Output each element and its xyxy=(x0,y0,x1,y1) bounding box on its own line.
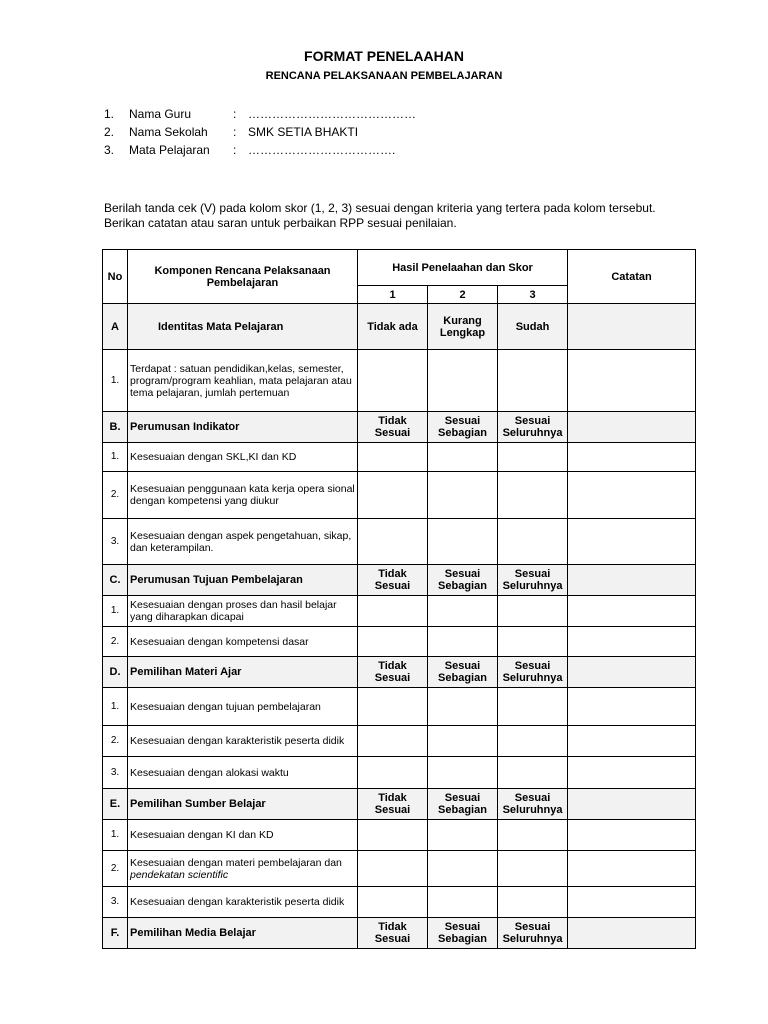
item-text xyxy=(128,627,358,657)
score-1-cell[interactable] xyxy=(358,472,428,519)
table-row xyxy=(103,350,696,412)
item-number: 1. xyxy=(103,350,128,412)
section-score-3-label: Sesuai Seluruhnya xyxy=(498,412,568,443)
score-2-cell[interactable] xyxy=(428,820,498,851)
section-catatan-cell xyxy=(568,412,696,443)
item-text-content: Kesesuaian dengan tujuan pembelajaran xyxy=(130,700,321,713)
section-id: F. xyxy=(103,918,128,949)
table-row xyxy=(103,627,696,657)
score-1-cell[interactable] xyxy=(358,726,428,757)
info-row-mapel xyxy=(104,141,416,159)
section-score-1-label: Tidak ada xyxy=(358,304,428,350)
header-score-1: 1 xyxy=(358,286,428,304)
info-value: …………………………………… xyxy=(248,107,416,121)
document-subtitle: RENCANA PELAKSANAAN PEMBELAJARAN xyxy=(265,70,503,82)
catatan-cell[interactable] xyxy=(568,472,696,519)
info-row-sekolah xyxy=(104,123,416,141)
section-score-1-label: Tidak Sesuai xyxy=(358,789,428,820)
item-text xyxy=(128,596,358,627)
score-3-cell[interactable] xyxy=(498,443,568,472)
section-score-1-label: Tidak Sesuai xyxy=(358,657,428,688)
item-text xyxy=(128,443,358,472)
item-text xyxy=(128,350,358,412)
score-2-cell[interactable] xyxy=(428,350,498,412)
header-komponen: Komponen Rencana Pelaksanaan Pembelajaran xyxy=(128,250,358,304)
info-value: SMK SETIA BHAKTI xyxy=(248,125,359,139)
section-id: E. xyxy=(103,789,128,820)
section-score-3-label: Sesuai Seluruhnya xyxy=(498,657,568,688)
identity-list xyxy=(104,105,416,159)
section-score-3-label: Sesuai Seluruhnya xyxy=(498,789,568,820)
catatan-cell[interactable] xyxy=(568,350,696,412)
score-1-cell[interactable] xyxy=(358,688,428,726)
catatan-cell[interactable] xyxy=(568,688,696,726)
section-row xyxy=(103,789,696,820)
item-text-content: Kesesuaian dengan KI dan KD xyxy=(130,829,274,841)
section-score-3-label: Sudah xyxy=(498,304,568,350)
score-3-cell[interactable] xyxy=(498,350,568,412)
score-1-cell[interactable] xyxy=(358,596,428,627)
section-id: A xyxy=(103,304,128,350)
table-row xyxy=(103,851,696,887)
catatan-cell[interactable] xyxy=(568,820,696,851)
catatan-cell[interactable] xyxy=(568,887,696,918)
score-2-cell[interactable] xyxy=(428,596,498,627)
item-text-content: Kesesuaian dengan karakteristik peserta didik xyxy=(130,896,345,908)
section-score-2-label: Sesuai Sebagian xyxy=(428,412,498,443)
score-2-cell[interactable] xyxy=(428,519,498,565)
score-2-cell[interactable] xyxy=(428,443,498,472)
section-row xyxy=(103,412,696,443)
score-1-cell[interactable] xyxy=(358,350,428,412)
section-score-2-label: Sesuai Sebagian xyxy=(428,918,498,949)
item-number: 3. xyxy=(103,887,128,918)
score-3-cell[interactable] xyxy=(498,820,568,851)
score-3-cell[interactable] xyxy=(498,472,568,519)
section-catatan-cell xyxy=(568,789,696,820)
section-id: B. xyxy=(103,412,128,443)
score-1-cell[interactable] xyxy=(358,820,428,851)
info-label: Nama Sekolah xyxy=(129,125,208,139)
score-1-cell[interactable] xyxy=(358,851,428,887)
score-3-cell[interactable] xyxy=(498,851,568,887)
item-number: 1. xyxy=(103,688,128,726)
catatan-cell[interactable] xyxy=(568,519,696,565)
score-1-cell[interactable] xyxy=(358,887,428,918)
table-row xyxy=(103,726,696,757)
section-score-2-label: Sesuai Sebagian xyxy=(428,565,498,596)
info-colon: : xyxy=(233,125,237,139)
item-text-content: Kesesuaian dengan SKL,KI dan KD xyxy=(130,451,297,463)
section-id: D. xyxy=(103,657,128,688)
header-score-3: 3 xyxy=(498,286,568,304)
item-text-content: Terdapat : satuan pendidikan,kelas, semester, program/program keahlian, mata pelajaran atau tema pelajaran, jumlah pertemuan xyxy=(130,362,352,399)
score-2-cell[interactable] xyxy=(428,757,498,789)
catatan-cell[interactable] xyxy=(568,757,696,789)
item-text-italic: pendekatan scientific xyxy=(130,868,229,881)
item-text-content: Kesesuaian penggunaan kata kerja opera sional dengan kompetensi yang diukur xyxy=(130,483,355,507)
item-number: 1. xyxy=(103,596,128,627)
section-score-2-label: Sesuai Sebagian xyxy=(428,657,498,688)
section-title: Pemilihan Media Belajar xyxy=(128,918,358,949)
score-3-cell[interactable] xyxy=(498,726,568,757)
info-number: 2. xyxy=(104,125,115,139)
instruction-text: Berilah tanda cek (V) pada kolom skor (1, 2, 3) sesuai dengan kriteria yang tertera pada kolom tersebut. Berikan catatan atau saran untuk perbaikan RPP sesuai penilaian. xyxy=(104,201,656,230)
header-score-2: 2 xyxy=(428,286,498,304)
table-row xyxy=(103,688,696,726)
section-title: Pemilihan Materi Ajar xyxy=(128,657,358,688)
section-row xyxy=(103,918,696,949)
info-value: ………………………………. xyxy=(248,143,396,157)
assessment-table xyxy=(102,249,696,949)
score-3-cell[interactable] xyxy=(498,688,568,726)
document-title: FORMAT PENELAAHAN xyxy=(304,48,464,64)
table-row xyxy=(103,596,696,627)
section-id: C. xyxy=(103,565,128,596)
item-text-content: Kesesuaian dengan aspek pengetahuan, sikap, dan keterampilan. xyxy=(130,529,352,554)
header-catatan: Catatan xyxy=(568,250,696,304)
item-text xyxy=(128,851,358,887)
item-text-content: Kesesuaian dengan alokasi waktu xyxy=(130,766,289,779)
catatan-cell[interactable] xyxy=(568,851,696,887)
section-catatan-cell xyxy=(568,565,696,596)
item-number: 2. xyxy=(103,472,128,519)
section-score-1-label: Tidak Sesuai xyxy=(358,412,428,443)
table-sections xyxy=(103,304,696,949)
item-number: 3. xyxy=(103,519,128,565)
catatan-cell[interactable] xyxy=(568,443,696,472)
item-number: 2. xyxy=(103,627,128,657)
section-score-2-label: Sesuai Sebagian xyxy=(428,789,498,820)
item-text xyxy=(128,688,358,726)
section-row xyxy=(103,657,696,688)
section-title: Perumusan Tujuan Pembelajaran xyxy=(128,565,358,596)
item-number: 2. xyxy=(103,726,128,757)
section-catatan-cell xyxy=(568,918,696,949)
catatan-cell[interactable] xyxy=(568,726,696,757)
item-number: 1. xyxy=(103,443,128,472)
section-score-3-label: Sesuai Seluruhnya xyxy=(498,918,568,949)
score-2-cell[interactable] xyxy=(428,688,498,726)
score-2-cell[interactable] xyxy=(428,627,498,657)
score-2-cell[interactable] xyxy=(428,472,498,519)
score-2-cell[interactable] xyxy=(428,851,498,887)
section-title: Perumusan Indikator xyxy=(128,412,358,443)
score-3-cell[interactable] xyxy=(498,887,568,918)
item-text-content: Kesesuaian dengan materi pembelajaran dan xyxy=(130,856,342,869)
catatan-cell[interactable] xyxy=(568,627,696,657)
score-2-cell[interactable] xyxy=(428,887,498,918)
section-score-1-label: Tidak Sesuai xyxy=(358,918,428,949)
info-label: Mata Pelajaran xyxy=(129,143,210,157)
table-row xyxy=(103,820,696,851)
info-colon: : xyxy=(233,143,237,157)
section-row xyxy=(103,304,696,350)
section-score-2-label: Kurang Lengkap xyxy=(428,304,498,350)
header-hasil: Hasil Penelaahan dan Skor xyxy=(358,250,568,286)
section-title: Pemilihan Sumber Belajar xyxy=(128,789,358,820)
score-3-cell[interactable] xyxy=(498,596,568,627)
item-number: 1. xyxy=(103,820,128,851)
section-score-1-label: Tidak Sesuai xyxy=(358,565,428,596)
info-colon: : xyxy=(233,107,237,121)
score-3-cell[interactable] xyxy=(498,519,568,565)
table-row xyxy=(103,443,696,472)
item-text-content: Kesesuaian dengan kompetensi dasar xyxy=(130,635,309,648)
info-number: 1. xyxy=(104,107,115,121)
table-row xyxy=(103,757,696,789)
score-1-cell[interactable] xyxy=(358,443,428,472)
score-1-cell[interactable] xyxy=(358,757,428,789)
item-text xyxy=(128,519,358,565)
section-score-3-label: Sesuai Seluruhnya xyxy=(498,565,568,596)
item-text xyxy=(128,820,358,851)
item-text xyxy=(128,887,358,918)
item-text xyxy=(128,726,358,757)
info-row-guru xyxy=(104,105,416,123)
item-text-content: Kesesuaian dengan karakteristik peserta didik xyxy=(130,735,345,747)
section-catatan-cell xyxy=(568,304,696,350)
score-3-cell[interactable] xyxy=(498,627,568,657)
info-label: Nama Guru xyxy=(129,107,192,121)
info-number: 3. xyxy=(104,143,115,157)
section-row xyxy=(103,565,696,596)
score-1-cell[interactable] xyxy=(358,627,428,657)
table-header-row xyxy=(103,250,696,286)
item-text xyxy=(128,472,358,519)
section-title: Identitas Mata Pelajaran xyxy=(128,304,358,350)
score-3-cell[interactable] xyxy=(498,757,568,789)
item-text xyxy=(128,757,358,789)
score-2-cell[interactable] xyxy=(428,726,498,757)
section-catatan-cell xyxy=(568,657,696,688)
item-text-content: Kesesuaian dengan proses dan hasil belajar yang diharapkan dicapai xyxy=(130,599,337,623)
catatan-cell[interactable] xyxy=(568,596,696,627)
table-row xyxy=(103,887,696,918)
item-number: 2. xyxy=(103,851,128,887)
header-no: No xyxy=(103,250,128,304)
item-number: 3. xyxy=(103,757,128,789)
table-row xyxy=(103,519,696,565)
table-row xyxy=(103,472,696,519)
score-1-cell[interactable] xyxy=(358,519,428,565)
